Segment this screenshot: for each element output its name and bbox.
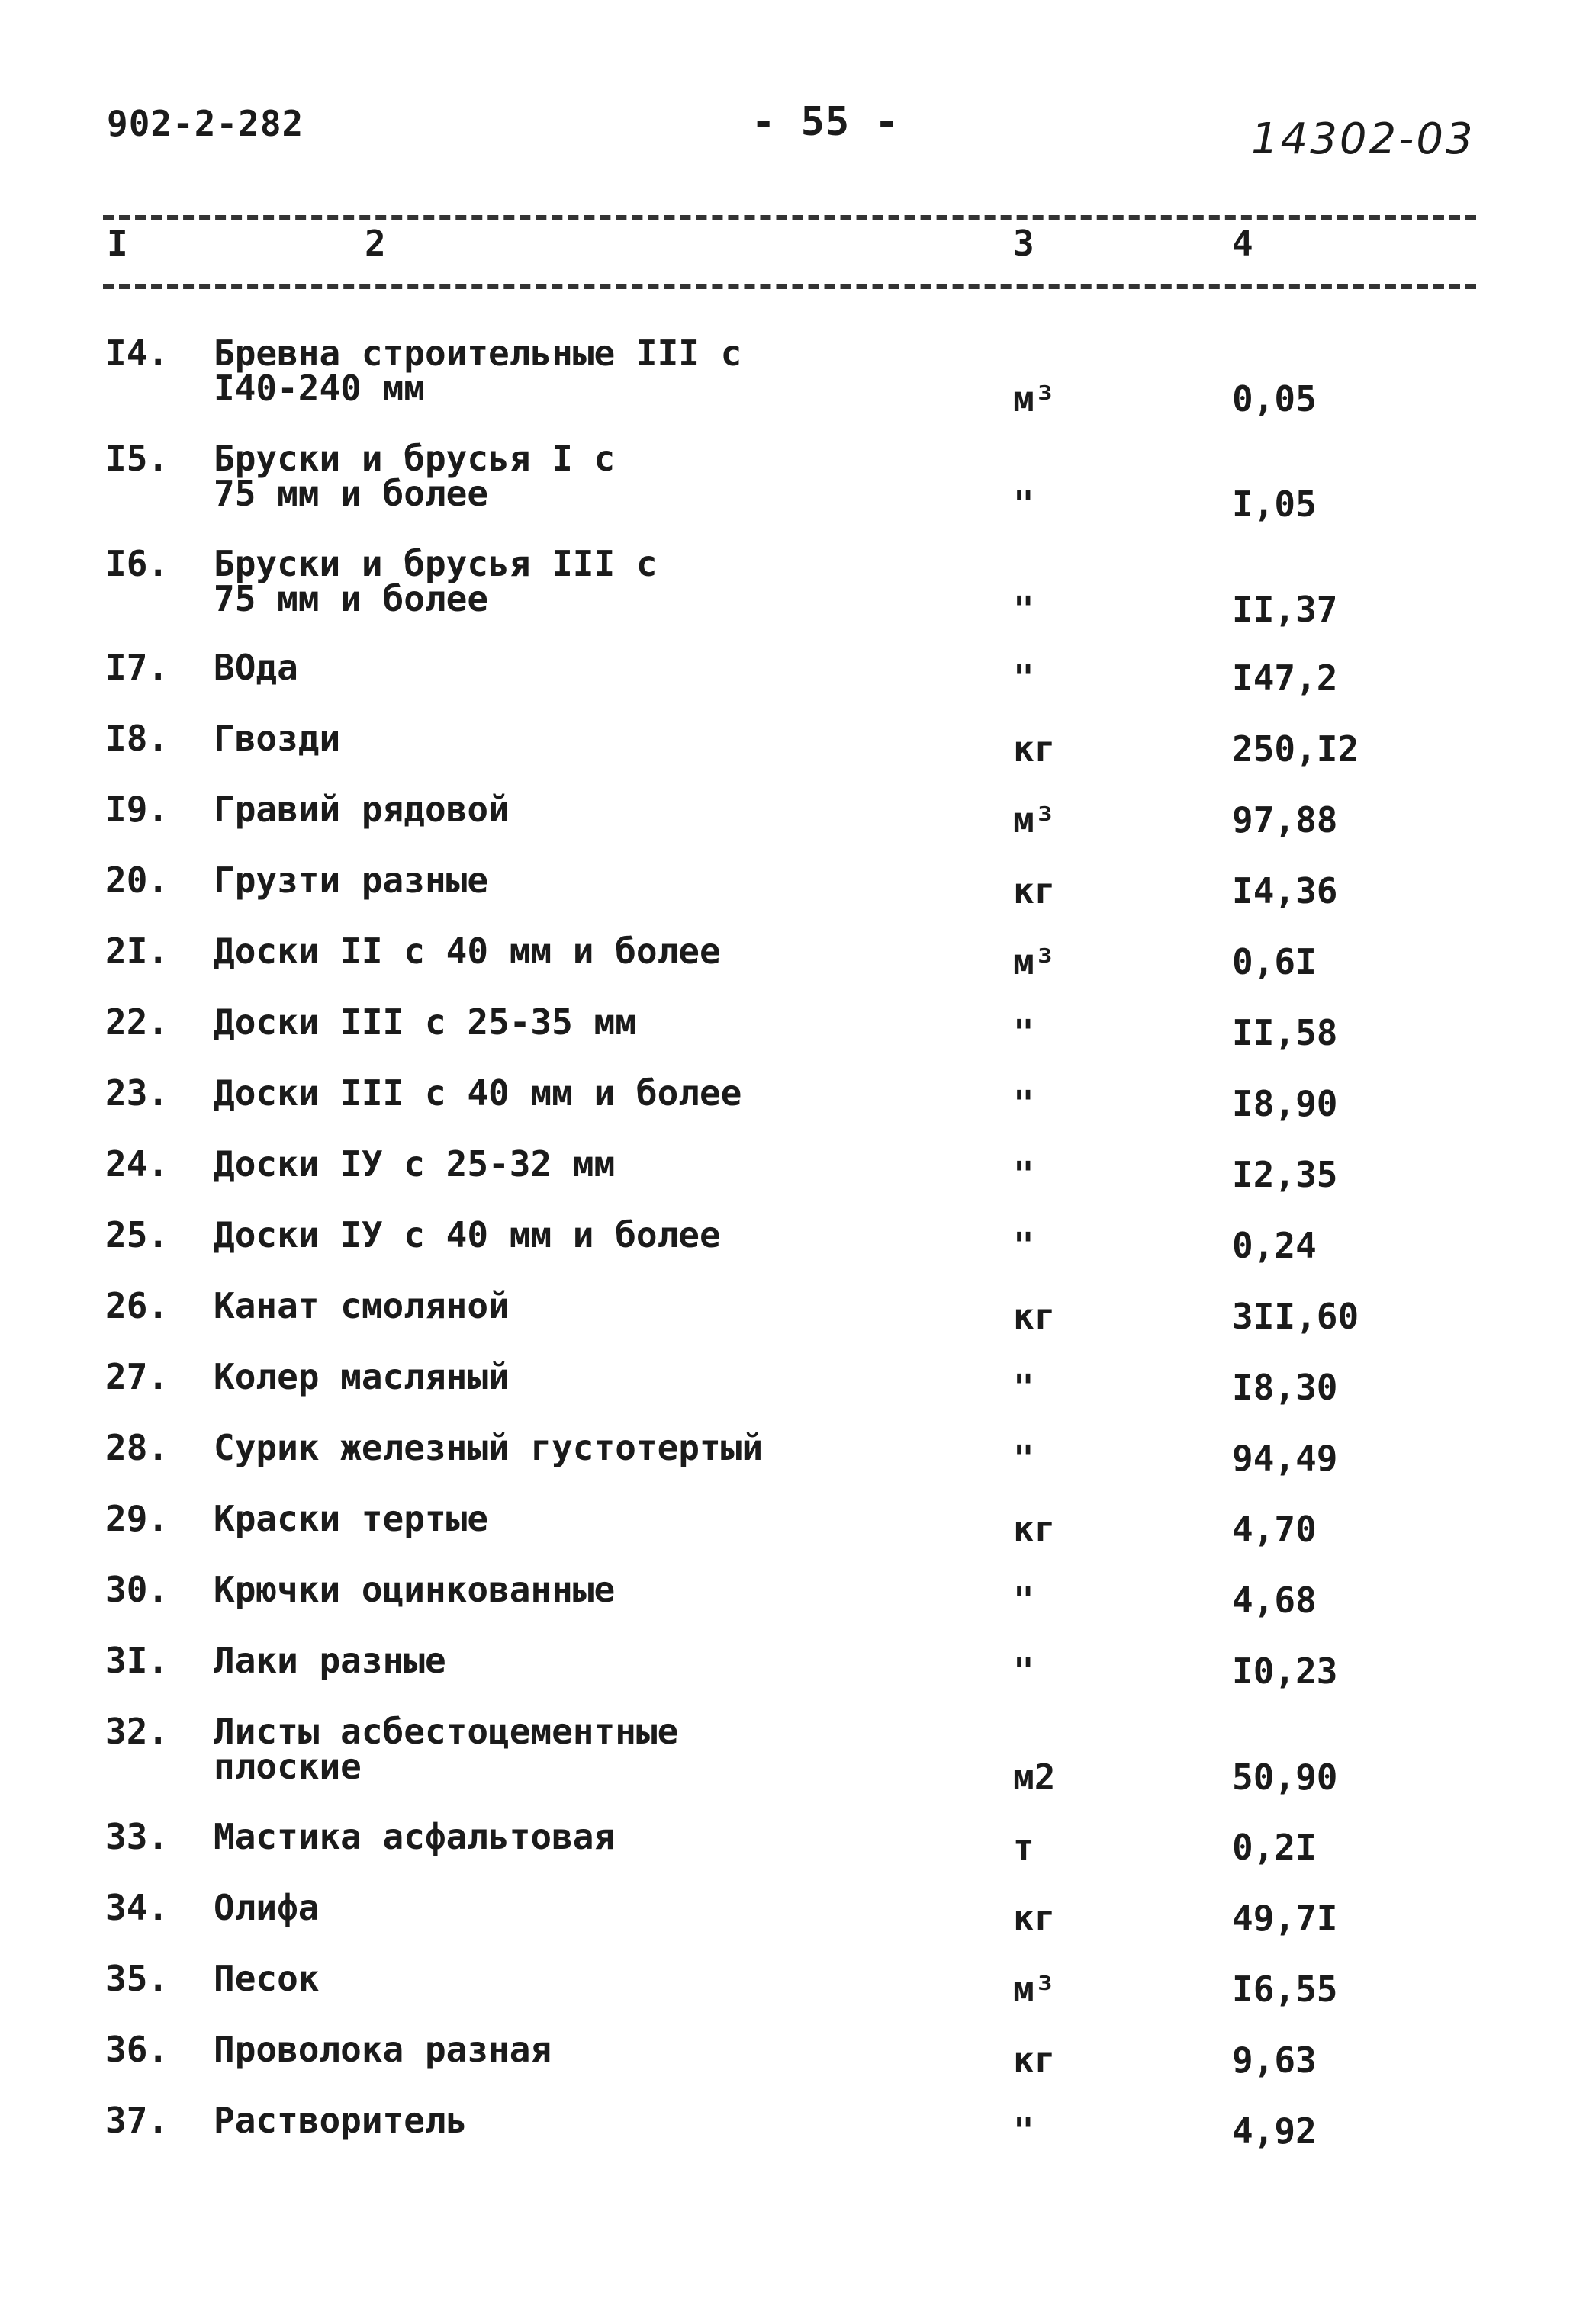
- row-number: I9.: [105, 789, 169, 830]
- material-name: Грузти разные: [214, 860, 489, 901]
- row-number: I6.: [105, 543, 169, 584]
- unit: м2: [1013, 1757, 1056, 1798]
- quantity: I0,23: [1232, 1651, 1338, 1692]
- row-number: 3I.: [105, 1640, 169, 1681]
- quantity: I2,35: [1232, 1154, 1338, 1195]
- unit: ": [1013, 589, 1034, 630]
- quantity: 4,70: [1232, 1509, 1317, 1550]
- row-number: 24.: [105, 1143, 169, 1185]
- quantity: 50,90: [1232, 1757, 1338, 1798]
- unit: ": [1013, 2110, 1034, 2152]
- row-number: 2I.: [105, 931, 169, 972]
- row-number: I7.: [105, 647, 169, 688]
- quantity: 49,7I: [1232, 1898, 1338, 1939]
- material-name: Листы асбестоцементные: [214, 1711, 679, 1752]
- quantity: I4,36: [1232, 870, 1338, 911]
- material-name: Мастика асфальтовая: [214, 1816, 616, 1857]
- material-name: Краски тертые: [214, 1498, 489, 1539]
- material-name: плоские: [214, 1746, 362, 1787]
- unit: ": [1013, 657, 1034, 699]
- row-number: 37.: [105, 2100, 169, 2141]
- unit: т: [1013, 1827, 1034, 1868]
- quantity: 9,63: [1232, 2040, 1317, 2081]
- material-name: Доски IУ с 40 мм и более: [214, 1214, 721, 1255]
- material-name: I40-240 мм: [214, 368, 425, 409]
- unit: кг: [1013, 728, 1056, 770]
- material-name: Доски IУ с 25-32 мм: [214, 1143, 616, 1185]
- quantity: I8,30: [1232, 1367, 1338, 1408]
- quantity: I6,55: [1232, 1969, 1338, 2010]
- material-name: Бруски и брусья I с: [214, 438, 616, 479]
- quantity: 250,I2: [1232, 728, 1359, 770]
- unit: ": [1013, 1083, 1034, 1124]
- quantity: 4,68: [1232, 1580, 1317, 1621]
- material-name: Растворитель: [214, 2100, 468, 2141]
- row-number: 27.: [105, 1356, 169, 1397]
- quantity: 0,05: [1232, 378, 1317, 419]
- sheet-code: 14302-03: [1251, 114, 1475, 164]
- quantity: 0,6I: [1232, 941, 1317, 982]
- row-number: 26.: [105, 1285, 169, 1326]
- quantity: 97,88: [1232, 799, 1338, 841]
- unit: кг: [1013, 1898, 1056, 1939]
- unit: кг: [1013, 870, 1056, 911]
- quantity: II,58: [1232, 1012, 1338, 1053]
- row-number: 32.: [105, 1711, 169, 1752]
- unit: ": [1013, 1651, 1034, 1692]
- row-number: 35.: [105, 1958, 169, 1999]
- unit: ": [1013, 1438, 1034, 1479]
- material-name: Бруски и брусья III с: [214, 543, 658, 584]
- row-number: 25.: [105, 1214, 169, 1255]
- material-name: Сурик железный густотертый: [214, 1427, 764, 1468]
- row-number: 22.: [105, 1001, 169, 1043]
- row-number: I5.: [105, 438, 169, 479]
- material-name: Гравий рядовой: [214, 789, 510, 830]
- material-name: Крючки оцинкованные: [214, 1569, 616, 1610]
- material-name: Доски II с 40 мм и более: [214, 931, 721, 972]
- row-number: 33.: [105, 1816, 169, 1857]
- row-number: 28.: [105, 1427, 169, 1468]
- unit: кг: [1013, 1509, 1056, 1550]
- row-number: 23.: [105, 1072, 169, 1114]
- quantity: 94,49: [1232, 1438, 1338, 1479]
- quantity: 0,24: [1232, 1225, 1317, 1266]
- page-number: - 55 -: [751, 99, 899, 145]
- unit: кг: [1013, 1296, 1056, 1337]
- material-name: Лаки разные: [214, 1640, 446, 1681]
- column-header-2: 2: [365, 223, 386, 264]
- quantity: 0,2I: [1232, 1827, 1317, 1868]
- row-number: 20.: [105, 860, 169, 901]
- row-number: 29.: [105, 1498, 169, 1539]
- column-header-1: I: [107, 223, 128, 264]
- unit: м³: [1013, 1969, 1056, 2010]
- material-name: Олифа: [214, 1887, 320, 1928]
- row-number: I4.: [105, 333, 169, 374]
- material-name: ВОда: [214, 647, 298, 688]
- unit: м³: [1013, 941, 1056, 982]
- material-name: Колер масляный: [214, 1356, 510, 1397]
- material-name: 75 мм и более: [214, 473, 489, 514]
- quantity: II,37: [1232, 589, 1338, 630]
- unit: ": [1013, 1225, 1034, 1266]
- column-header-4: 4: [1232, 223, 1253, 264]
- material-name: Бревна строительные III с: [214, 333, 742, 374]
- unit: ": [1013, 1580, 1034, 1621]
- row-number: 36.: [105, 2029, 169, 2070]
- row-number: 34.: [105, 1887, 169, 1928]
- quantity: 3II,60: [1232, 1296, 1359, 1337]
- row-number: I8.: [105, 718, 169, 759]
- material-name: Доски III с 40 мм и более: [214, 1072, 742, 1114]
- unit: м³: [1013, 799, 1056, 841]
- document-code: 902-2-282: [107, 103, 304, 144]
- unit: ": [1013, 484, 1034, 525]
- material-name: Песок: [214, 1958, 320, 1999]
- row-number: 30.: [105, 1569, 169, 1610]
- quantity: 4,92: [1232, 2110, 1317, 2152]
- quantity: I47,2: [1232, 657, 1338, 699]
- unit: ": [1013, 1154, 1034, 1195]
- material-name: Доски III с 25-35 мм: [214, 1001, 636, 1043]
- column-header-3: 3: [1013, 223, 1034, 264]
- unit: ": [1013, 1367, 1034, 1408]
- quantity: I8,90: [1232, 1083, 1338, 1124]
- unit: ": [1013, 1012, 1034, 1053]
- material-name: Гвозди: [214, 718, 341, 759]
- unit: м³: [1013, 378, 1056, 419]
- material-name: Канат смоляной: [214, 1285, 510, 1326]
- material-name: 75 мм и более: [214, 578, 489, 619]
- quantity: I,05: [1232, 484, 1317, 525]
- unit: кг: [1013, 2040, 1056, 2081]
- material-name: Проволока разная: [214, 2029, 552, 2070]
